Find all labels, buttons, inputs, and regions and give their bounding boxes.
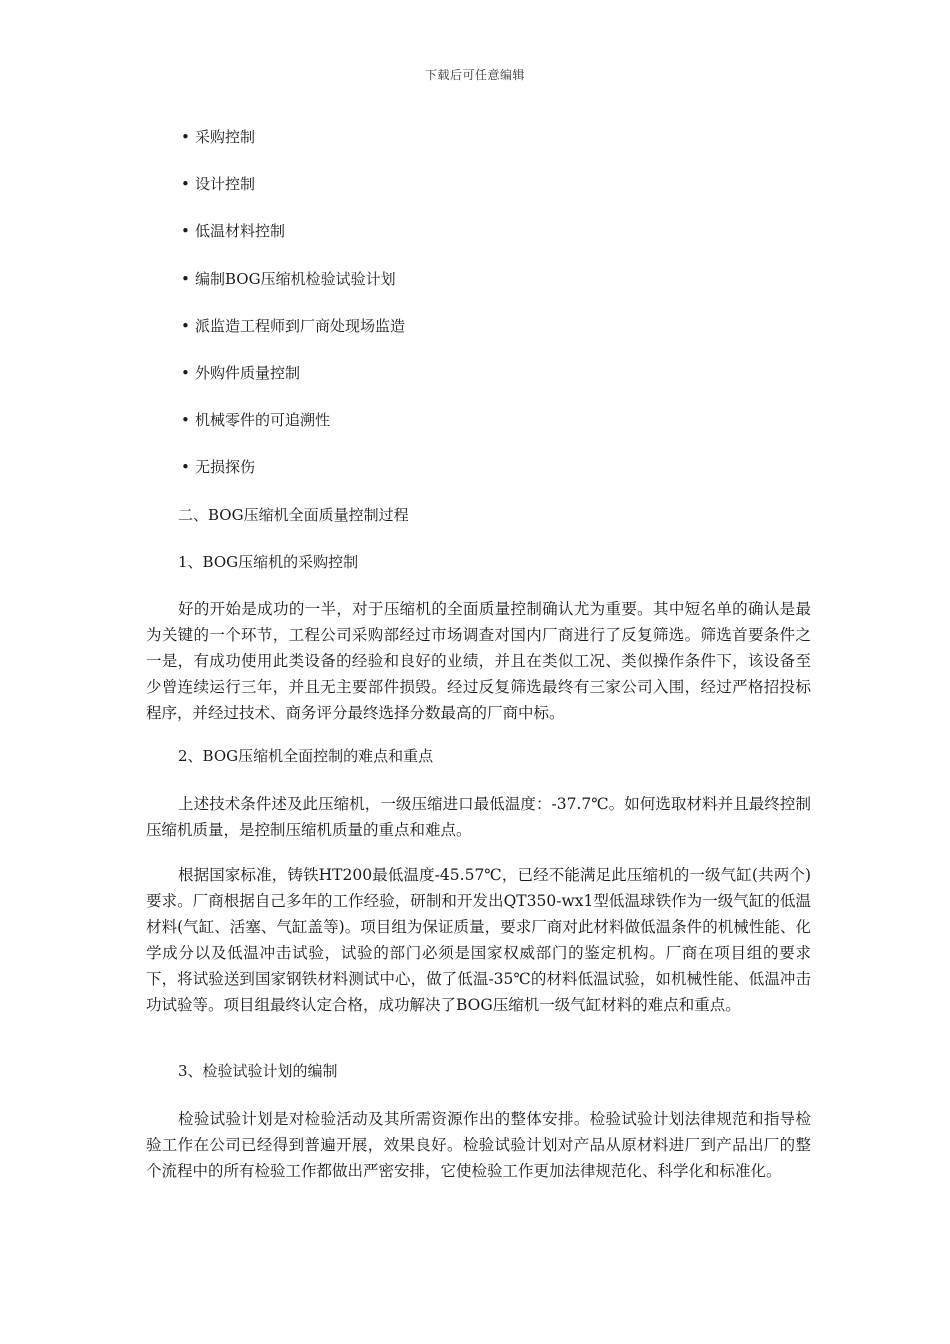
subsection-heading: 1、BOG压缩机的采购控制 (178, 553, 359, 571)
bullet-item (181, 316, 405, 336)
bullet-dot: • (181, 364, 190, 382)
bullet-item (181, 127, 255, 147)
bullet-item (181, 410, 330, 430)
bullet-dot: • (181, 222, 190, 240)
bullet-dot: • (181, 270, 190, 288)
bullet-item (181, 174, 255, 194)
bullet-item (181, 457, 255, 477)
paragraph: 好的开始是成功的一半，对于压缩机的全面质量控制确认尤为重要。其中短名单的确认是最为关键的一个环节，工程公司采购部经过市场调查对国内厂商进行了反复筛选。筛选首要条件之一是，有成功使用此类设备的经验和良好的业绩，并且在类似工况、类似操作条件下，该设备至少曾连续运行三年，并且无主要部件损毁。经过反复筛选最终有三家公司入围，经过严格招投标程序，并经过技术、商务评分最终选择分数最高的厂商中标。 (146, 600, 811, 722)
subsection-heading: 2、BOG压缩机全面控制的难点和重点 (178, 747, 434, 765)
bullet-text: 外购件质量控制 (195, 364, 301, 382)
bullet-dot: • (181, 175, 190, 193)
bullet-dot: • (181, 411, 190, 429)
bullet-text: 派监造工程师到厂商处现场监造 (195, 317, 406, 335)
bullet-item (181, 221, 285, 241)
bullet-dot: • (181, 458, 190, 476)
bullet-text: 采购控制 (195, 128, 256, 146)
paragraph: 根据国家标准，铸铁HT200最低温度-45.57℃，已经不能满足此压缩机的一级气缸(共两个)要求。厂商根据自己多年的工作经验，研制和开发出QT350-wx1型低温球铁作为一级气缸的低温材料(气缸、活塞、气缸盖等)。项目组为保证质量，要求厂商对此材料做低温条件的机械性能、化学成分以及低温冲击试验，试验的部门必须是国家权威部门的鉴定机构。厂商在项目组的要求下，将试验送到国家钢铁材料测试中心，做了低温-35℃的材料低温试验，如机械性能、低温冲击功试验等。项目组最终认定合格，成功解决了BOG压缩机一级气缸材料的难点和重点。 (146, 866, 811, 1014)
paragraph: 检验试验计划是对检验活动及其所需资源作出的整体安排。检验试验计划法律规范和指导检验工作在公司已经得到普遍开展，效果良好。检验试验计划对产品从原材料进厂到产品出厂的整个流程中的所有检验工作都做出严密安排，它使检验工作更加法律规范化、科学化和标准化。 (146, 1110, 811, 1180)
bullet-text: 设计控制 (195, 175, 256, 193)
bullet-item (181, 269, 396, 289)
bullet-item (181, 363, 300, 383)
bullet-dot: • (181, 317, 190, 335)
bullet-text: 低温材料控制 (195, 222, 286, 240)
subsection-heading: 3、检验试验计划的编制 (178, 1062, 338, 1080)
page-header-note: 下载后可任意编辑 (424, 68, 525, 82)
bullet-text: 机械零件的可追溯性 (195, 411, 331, 429)
section-heading: 二、BOG压缩机全面质量控制过程 (178, 506, 409, 524)
bullet-text: 编制BOG压缩机检验试验计划 (195, 270, 396, 288)
bullet-text: 无损探伤 (195, 458, 256, 476)
paragraph: 上述技术条件述及此压缩机，一级压缩进口最低温度：-37.7℃。如何选取材料并且最终控制压缩机质量，是控制压缩机质量的重点和难点。 (146, 795, 811, 839)
bullet-dot: • (181, 128, 190, 146)
